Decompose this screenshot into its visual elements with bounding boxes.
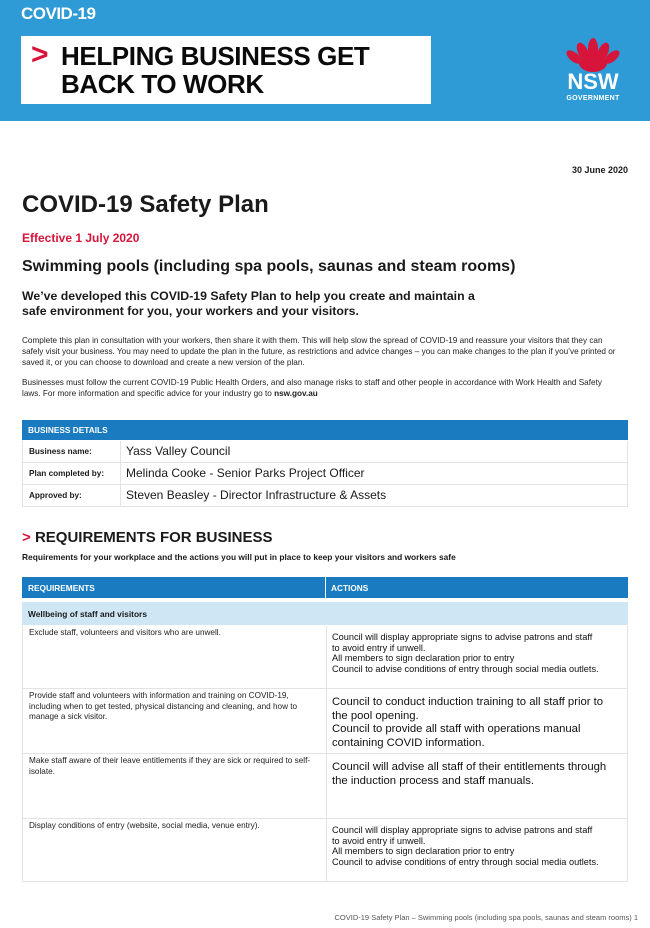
header-banner	[0, 0, 650, 121]
page-footer: COVID-19 Safety Plan – Swimming pools (including spa pools, saunas and steam rooms) 1	[334, 913, 638, 922]
business-name-row	[22, 441, 628, 463]
banner-title-line2: BACK TO WORK	[61, 69, 264, 99]
requirements-table-header	[22, 577, 628, 598]
intro-text: We’ve developed this COVID-19 Safety Plan to help you create and maintain a safe environment for you, your workers and your visitors.	[22, 289, 475, 318]
paragraph-public-health	[22, 377, 622, 399]
table-row	[22, 754, 628, 819]
action-line: Council will display appropriate signs to advise patrons and staff	[332, 632, 593, 642]
waratah-flower-icon	[563, 35, 623, 73]
plan-completed-label: Plan completed by:	[29, 469, 105, 478]
plan-completed-value[interactable]: Melinda Cooke - Senior Parks Project Officer	[126, 466, 365, 480]
chevron-right-icon: >	[31, 38, 49, 71]
section-wellbeing	[22, 602, 628, 625]
action-text[interactable]	[332, 825, 627, 867]
column-divider	[325, 577, 326, 598]
approved-by-row	[22, 485, 628, 507]
action-text[interactable]	[332, 696, 627, 750]
table-row	[22, 819, 628, 882]
requirements-title	[22, 529, 272, 546]
plan-completed-row	[22, 463, 628, 485]
effective-date: Effective 1 July 2020	[22, 231, 140, 245]
paragraph-consultation: Complete this plan in consultation with your workers, then share it with them. This will help slow the spread of COVID-19 and reassure your visitors that they can safely visit your business. You may need to update the plan in the future, as restrictions and advice changes – you can make changes to the plan if you’ve printed or saved it, or you can choose to download and create a new version of the plan.	[22, 336, 616, 367]
requirements-column-header: REQUIREMENTS	[28, 583, 95, 593]
requirement-text: Provide staff and volunteers with information and training on COVID-19, including when to get tested, physical distancing and cleaning, and how to manage a sick visitor.	[29, 691, 298, 721]
logo-government-text: GOVERNMENT	[566, 95, 620, 102]
action-text[interactable]	[332, 761, 627, 788]
logo-nsw-text: NSW	[567, 69, 619, 94]
covid-tag: COVID-19	[21, 4, 96, 23]
business-name-value[interactable]: Yass Valley Council	[126, 444, 231, 458]
banner-title-box	[21, 36, 431, 104]
action-line: containing COVID information.	[332, 736, 485, 749]
business-details-header	[22, 420, 628, 440]
action-line: the pool opening.	[332, 709, 419, 722]
action-line: All members to sign declaration prior to entry	[332, 653, 515, 663]
nsw-gov-link[interactable]: nsw.gov.au	[274, 389, 318, 398]
table-row	[22, 689, 628, 754]
action-line: to avoid entry if unwell.	[332, 642, 426, 653]
requirement-text: Exclude staff, volunteers and visitors who are unwell.	[29, 628, 221, 637]
column-divider	[120, 485, 121, 506]
action-line: Council to advise conditions of entry through social media outlets.	[332, 856, 599, 867]
business-details-header-label: BUSINESS DETAILS	[28, 425, 108, 435]
nsw-government-logo	[553, 35, 633, 110]
approved-by-value[interactable]: Steven Beasley - Director Infrastructure & Assets	[126, 488, 387, 502]
approved-by-label: Approved by:	[29, 491, 82, 500]
action-line: the induction process and staff manuals.	[332, 774, 535, 787]
action-line: Council will display appropriate signs to advise patrons and staff	[332, 825, 593, 835]
action-line: Council to advise conditions of entry through social media outlets.	[332, 663, 599, 674]
section-wellbeing-label: Wellbeing of staff and visitors	[28, 609, 147, 619]
business-name-label: Business name:	[29, 447, 92, 456]
column-divider	[120, 463, 121, 484]
action-line: Council to conduct induction training to all staff prior to	[332, 696, 604, 708]
banner-title-line1: HELPING BUSINESS GET	[61, 41, 370, 71]
requirements-subtitle: Requirements for your workplace and the actions you will put in place to keep your visitors and workers safe	[22, 552, 456, 562]
plan-subtitle: Swimming pools (including spa pools, saunas and steam rooms)	[22, 258, 516, 275]
table-row	[22, 626, 628, 689]
document-date: 30 June 2020	[571, 165, 628, 175]
actions-column-header: ACTIONS	[331, 583, 369, 593]
action-line: to avoid entry if unwell.	[332, 835, 426, 846]
action-line: All members to sign declaration prior to entry	[332, 846, 515, 856]
requirement-text: Display conditions of entry (website, social media, venue entry).	[29, 821, 260, 830]
column-divider	[326, 689, 327, 753]
column-divider	[326, 754, 327, 818]
action-line: Council to provide all staff with operations manual	[332, 723, 581, 735]
requirement-text: Make staff aware of their leave entitlements if they are sick or required to self-isolate.	[29, 756, 311, 776]
requirements-title-text: REQUIREMENTS FOR BUSINESS	[34, 529, 273, 546]
action-line: Council will advise all staff of their entitlements through	[332, 761, 607, 773]
action-text[interactable]	[332, 632, 627, 674]
paragraph-public-health-text: Businesses must follow the current COVID-19 Public Health Orders, and also manage risks to staff and other people in accordance with Work Health and Safety laws. For more information and specific advice for your industry go to	[22, 378, 602, 398]
page-title: COVID-19 Safety Plan	[22, 191, 269, 218]
column-divider	[326, 819, 327, 881]
chevron-right-icon: >	[22, 529, 35, 546]
column-divider	[120, 441, 121, 462]
column-divider	[326, 626, 327, 688]
